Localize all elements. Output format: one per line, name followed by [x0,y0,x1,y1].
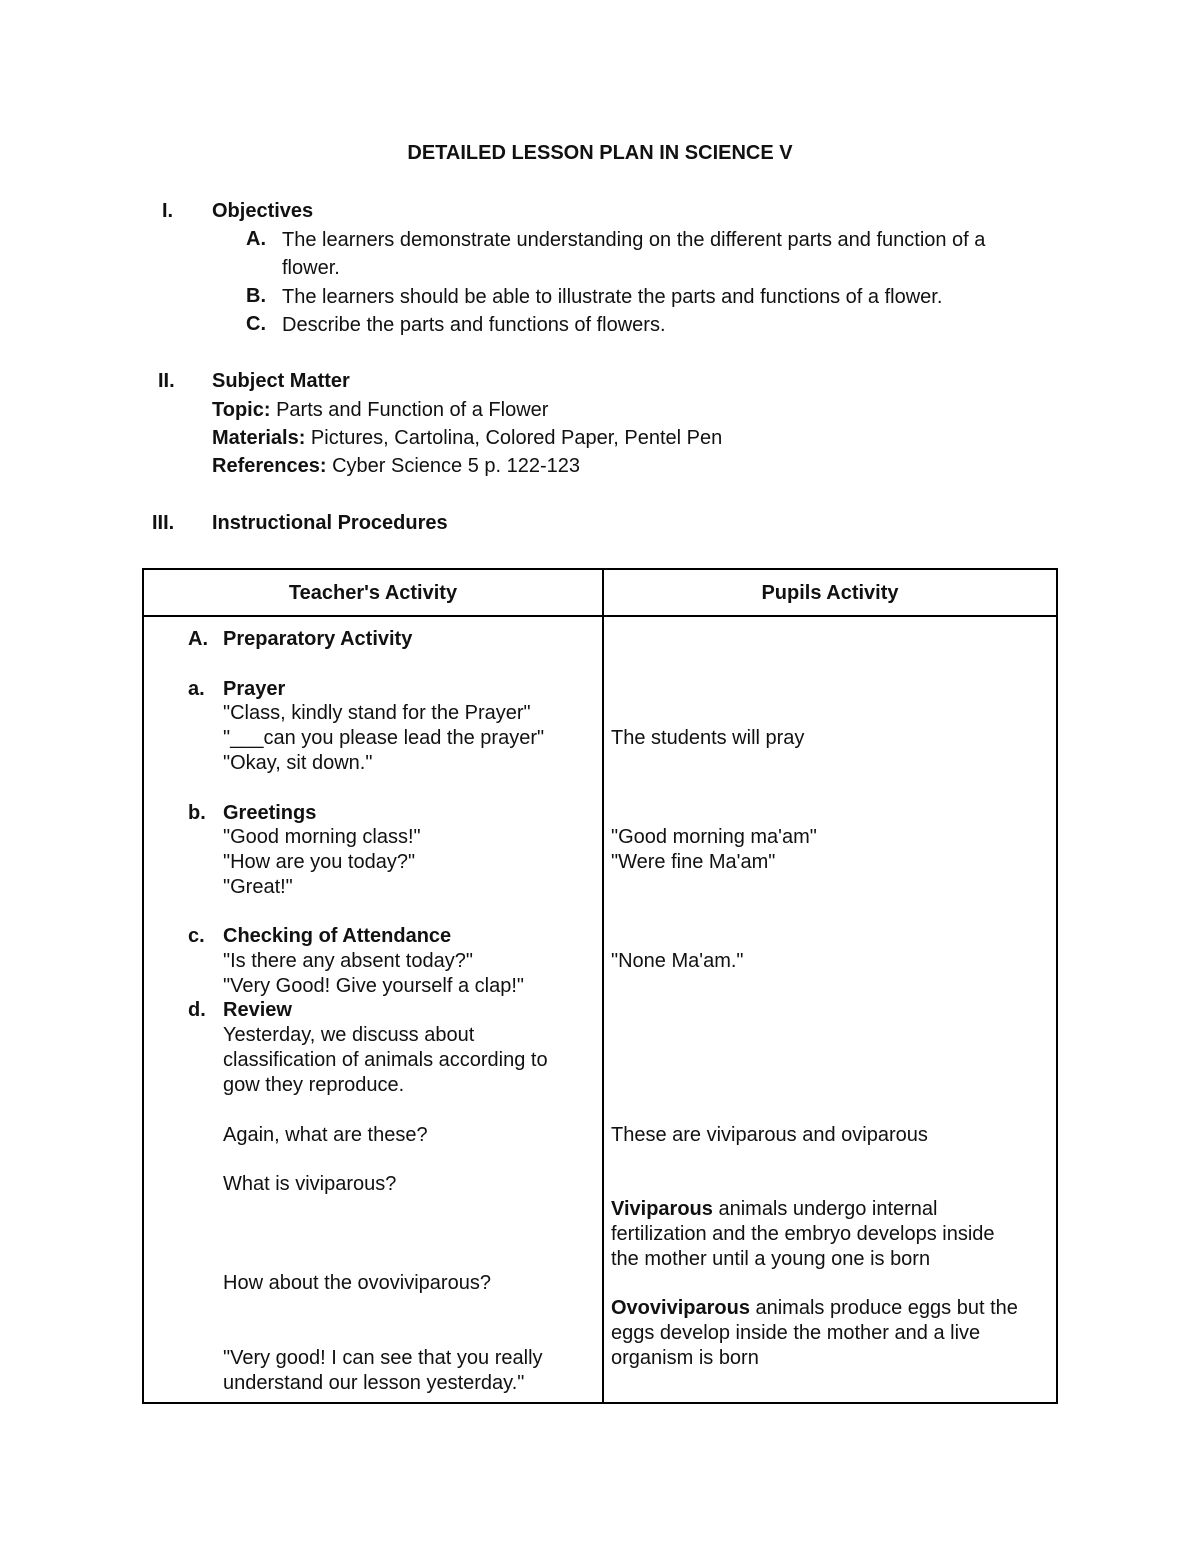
materials-line [212,424,722,452]
table-column-divider [602,570,604,1402]
attendance-title: Checking of Attendance [223,925,452,947]
topic-value: Parts and Function of a Flower [270,399,549,421]
preparatory-title: Preparatory Activity [223,628,413,650]
prayer-title: Prayer [223,678,286,700]
review-question-1: Again, what are these? [223,1124,428,1146]
pupil-prayer-response: The students will pray [611,727,805,749]
references-value: Cyber Science 5 p. 122-123 [326,455,581,477]
objective-a-line2: flower. [282,257,340,279]
viviparous-definition: animals undergo internal [712,1198,938,1220]
topic-label: Topic: [212,399,271,421]
topic-line [212,396,548,424]
materials-value: Pictures, Cartolina, Colored Paper, Pentel Pen [305,427,723,449]
objective-letter-c: C. [246,313,266,335]
section-number-subject-matter: II. [158,370,175,392]
pupil-answer-ovoviviparous [611,1296,1018,1321]
section-title-objectives: Objectives [212,200,314,222]
greetings-letter: b. [188,802,206,824]
ovoviviparous-definition-line: organism is born [611,1347,759,1369]
objective-letter-a: A. [246,228,266,250]
section-number-procedures: III. [152,512,175,534]
review-question-2: What is viviparous? [223,1173,397,1195]
pupil-greeting-response: "Good morning ma'am" [611,826,817,848]
review-letter: d. [188,999,206,1021]
ovoviviparous-term: Ovoviviparous [611,1297,750,1319]
objective-c-line1: Describe the parts and functions of flowers. [282,314,666,336]
pupil-attendance-response: "None Ma'am." [611,950,744,972]
header-teacher-activity: Teacher's Activity [288,582,458,604]
greetings-line: "How are you today?" [223,851,416,873]
materials-label: Materials: [212,427,306,449]
objective-b-line1: The learners should be able to illustrate the parts and functions of a flower. [282,286,943,308]
pupil-answer-1: These are viviparous and oviparous [611,1124,928,1146]
table-header-divider [144,615,1056,617]
viviparous-definition-line: fertilization and the embryo develops inside [611,1223,995,1245]
greetings-line: "Good morning class!" [223,826,421,848]
references-line [212,452,580,480]
references-label: References: [212,455,327,477]
attendance-line: "Is there any absent today?" [223,950,473,972]
attendance-line: "Very Good! Give yourself a clap!" [223,975,525,997]
review-line: Yesterday, we discuss about [223,1024,475,1046]
prayer-line: "Okay, sit down." [223,752,373,774]
objective-a-line1: The learners demonstrate understanding on the different parts and function of a [282,229,986,251]
pupil-greeting-response: "Were fine Ma'am" [611,851,776,873]
header-pupils-activity: Pupils Activity [761,582,899,604]
section-title-subject-matter: Subject Matter [212,370,350,392]
pupil-answer-viviparous [611,1197,938,1222]
ovoviviparous-definition: animals produce eggs but the [749,1297,1018,1319]
greetings-title: Greetings [223,802,317,824]
page-title: DETAILED LESSON PLAN IN SCIENCE V [407,142,793,164]
objective-letter-b: B. [246,285,266,307]
attendance-letter: c. [188,925,205,947]
ovoviviparous-definition-line: eggs develop inside the mother and a live [611,1322,981,1344]
greetings-line: "Great!" [223,876,293,898]
viviparous-definition-line: the mother until a young one is born [611,1248,931,1270]
review-line: gow they reproduce. [223,1074,405,1096]
prayer-line: "Class, kindly stand for the Prayer" [223,702,531,724]
prayer-line: "___can you please lead the prayer" [223,727,545,749]
preparatory-letter: A. [188,628,208,650]
review-line: classification of animals according to [223,1049,548,1071]
viviparous-term: Viviparous [611,1198,713,1220]
review-question-3: How about the ovoviviparous? [223,1272,491,1294]
review-closing-line: "Very good! I can see that you really [223,1347,543,1369]
review-title: Review [223,999,292,1021]
review-closing-line: understand our lesson yesterday." [223,1372,525,1394]
section-title-procedures: Instructional Procedures [212,512,448,534]
section-number-objectives: I. [162,200,174,222]
prayer-letter: a. [188,678,205,700]
